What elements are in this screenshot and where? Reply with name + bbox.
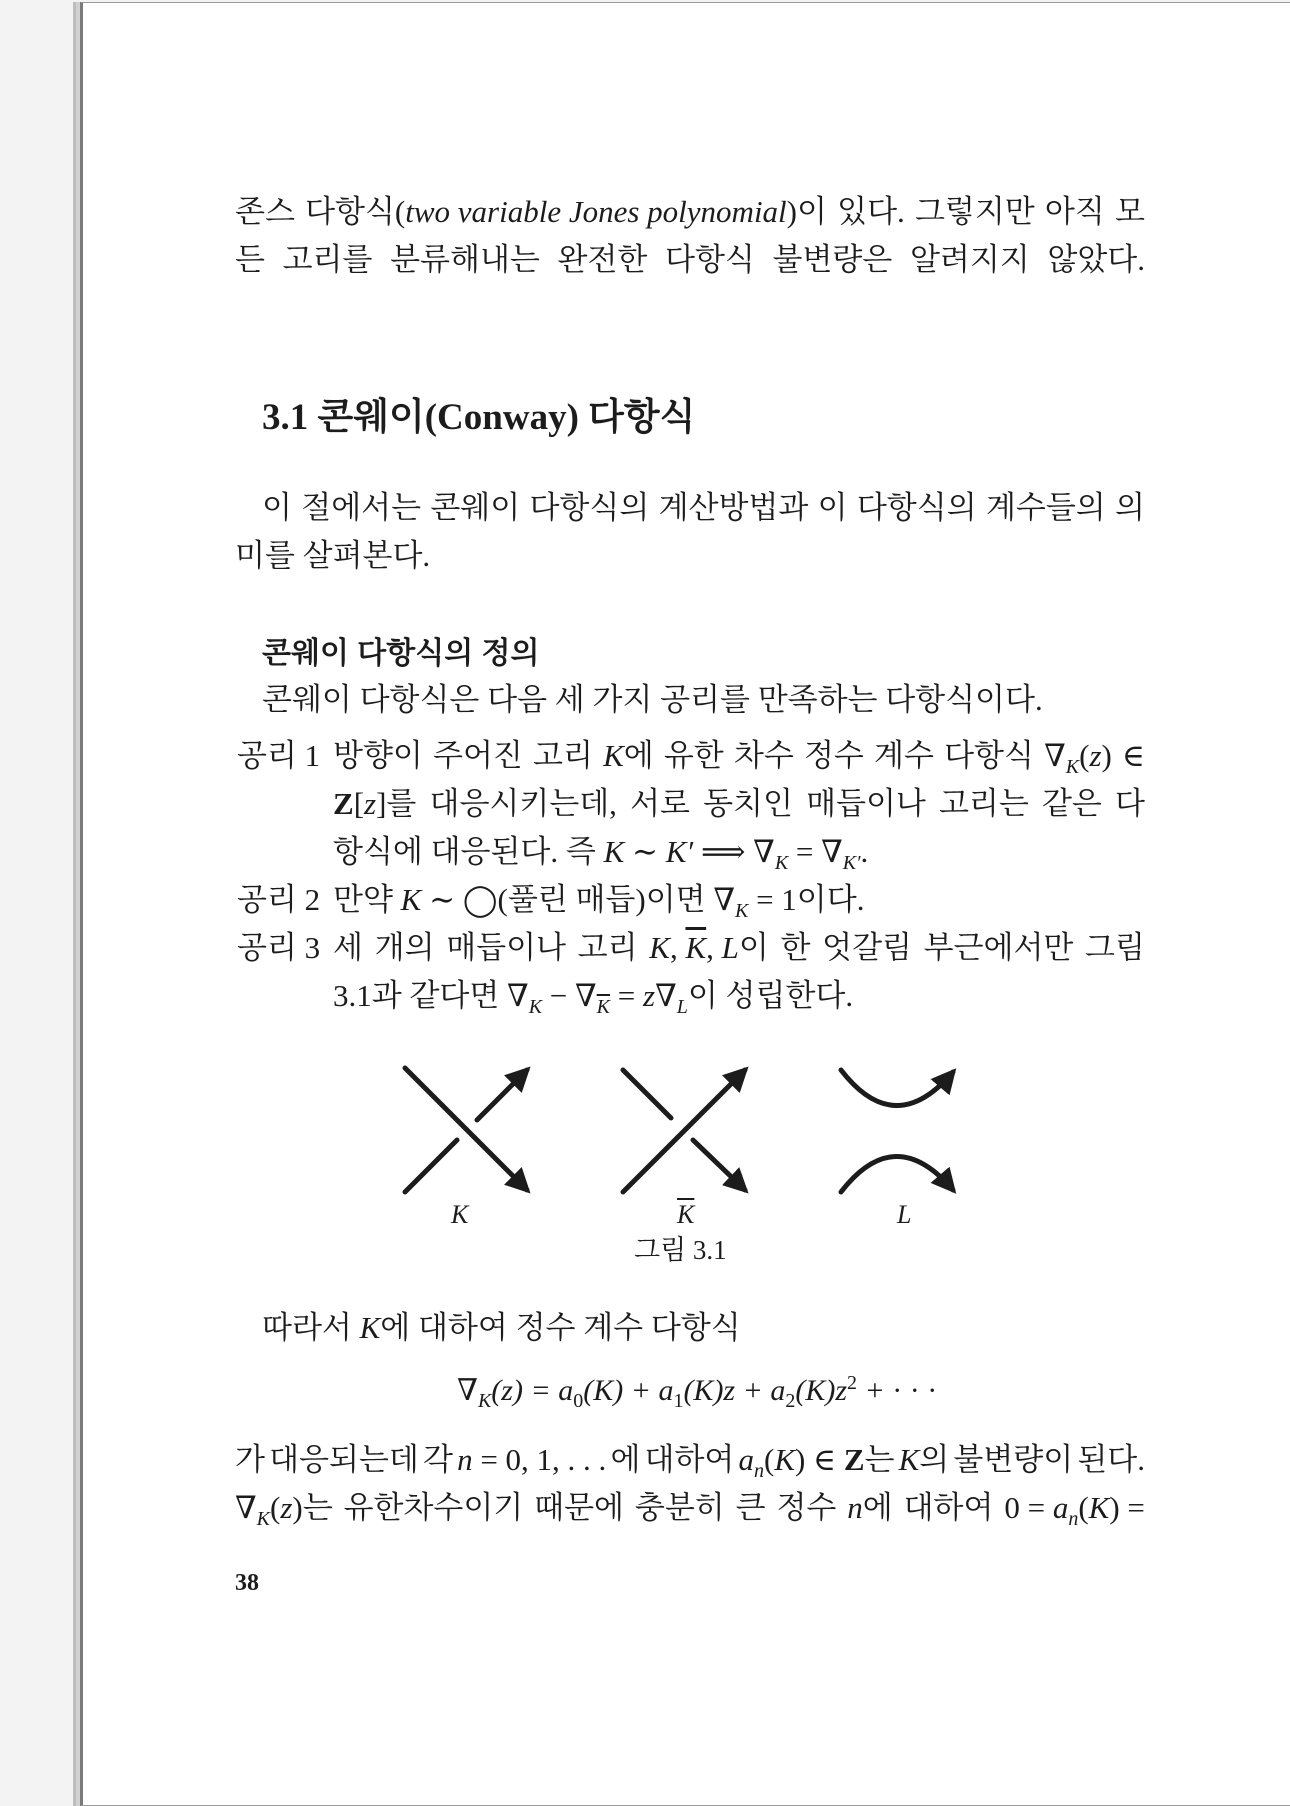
figure-label-k: K <box>451 1200 469 1229</box>
axiom-3-line-1: 세 개의 매듭이나 고리 K, $\overline{K}$, L이 한 엇갈림 부근에서만 그림 <box>333 930 1145 965</box>
figure-caption: 그림 3.1 <box>634 1235 727 1265</box>
intro-line-2: 든 고리를 분류해내는 완전한 다항식 불변량은 알려지지 않았다. <box>235 242 1145 277</box>
smoothing-l-diagram <box>841 1070 953 1192</box>
figure-label-l: L <box>897 1200 912 1229</box>
axiom-1-line-3: 항식에 대응된다. 즉 K ∼ K′ ⟹ $\nabla_K = \nabla_{K'}$. <box>333 834 869 875</box>
page-number: 38 <box>235 1570 259 1596</box>
axiom-1-line-2: Z[z]를 대응시키는데, 서로 동치인 매듭이나 고리는 같은 다 <box>333 786 1145 821</box>
section-intro-line-2: 미를 살펴본다. <box>235 538 431 573</box>
axiom-2-line-1: 만약 K ∼ ◯(풀린 매듭)이면 $\nabla_K = 1$이다. <box>333 882 865 923</box>
conway-formula: $\nabla_K(z) = a_0(K) + a_1(K)z + a_2(K)z^2$ + · · · <box>457 1372 938 1412</box>
definition-heading: 콘웨이 다항식의 정의 <box>262 637 540 670</box>
axiom-3-line-2: 3.1과 같다면 $\nabla_K - \nabla_{\overline{K}} = z\nabla_L$이 성립한다. <box>333 978 854 1019</box>
section-title: 3.1 콘웨이(Conway) 다항식 <box>262 397 696 438</box>
after-figure-lead: 따라서 K에 대하여 정수 계수 다항식 <box>262 1310 741 1345</box>
crossing-kbar-diagram <box>623 1070 745 1192</box>
axiom-2-label: 공리 2 <box>237 882 321 917</box>
section-intro-line-1: 이 절에서는 콘웨이 다항식의 계산방법과 이 다항식의 계수들의 의 <box>262 490 1145 525</box>
after-figure-line-1: 가 대응되는데 각 n = 0, 1, . . . 에 대하여 $a_n(K)$ ∈ Z는 K의 불변량이 된다. <box>235 1442 1145 1483</box>
axiom-1-line-1: 방향이 주어진 고리 K에 유한 차수 정수 계수 다항식 $\nabla_K(z)$ ∈ <box>333 738 1145 779</box>
intro-line-1: 존스 다항식(two variable Jones polynomial)이 있다. 그렇지만 아직 모 <box>235 194 1145 229</box>
figure-label-kbar: $\overline{K}$ <box>677 1200 695 1229</box>
crossing-k-diagram <box>405 1068 527 1192</box>
after-figure-line-2: $\nabla_K(z)$는 유한차수이기 때문에 충분히 큰 정수 n에 대하여 $0 = a_n(K)$ = <box>235 1490 1145 1531</box>
axiom-1-label: 공리 1 <box>237 738 321 773</box>
axiom-3-label: 공리 3 <box>237 930 321 965</box>
definition-lead: 콘웨이 다항식은 다음 세 가지 공리를 만족하는 다항식이다. <box>262 682 1043 717</box>
